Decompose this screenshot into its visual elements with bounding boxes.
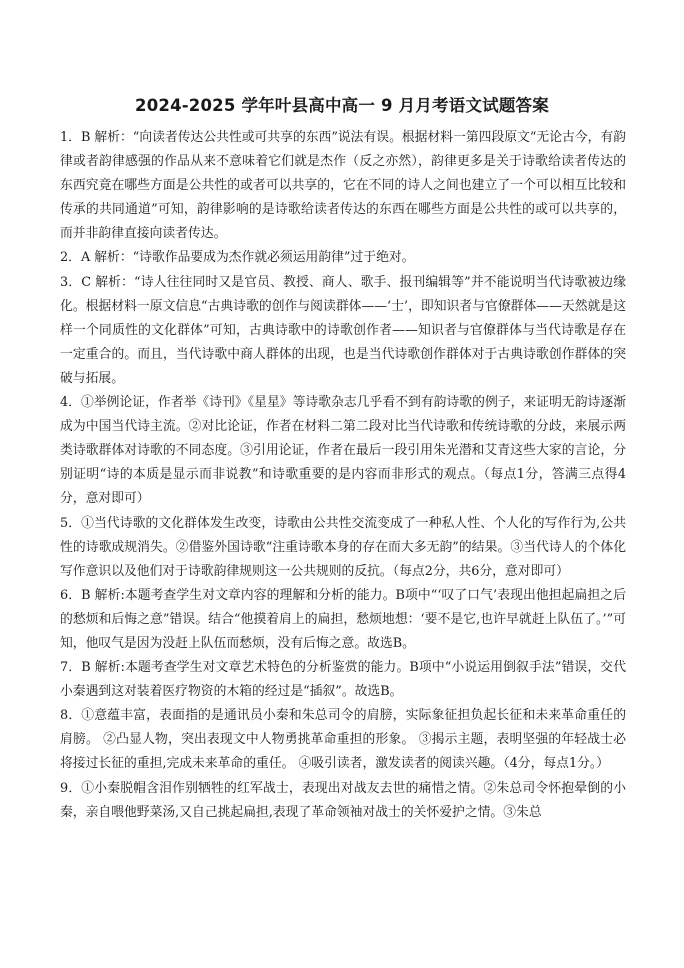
answer-6: 6．B 解析:本题考查学生对文章内容的理解和分析的能力。B项中“‘叹了口气’表现出他担起扁担之后的愁烦和后悔之意”错误。结合“他摸着肩上的扁担，愁烦地想：‘要不是它,也许早就赶上队伍了。’”可知，他叹气是因为没赶上队伍而愁烦，没有后悔之意。故选B。 [60, 587, 626, 651]
answer-5: 5．①当代诗歌的文化群体发生改变，诗歌由公共性交流变成了一种私人性、个人化的写作行为,公共性的诗歌成规消失。②借鉴外国诗歌“注重诗歌本身的存在而大多无韵”的结果。③当代诗人的个体化写作意识以及他们对于诗歌韵律规则这一公共规则的反抗。（每点2分，共6分，意对即可） [60, 515, 626, 579]
answer-1: 1．B 解析：“向读者传达公共性或可共享的东西”说法有误。根据材料一第四段原文“无论古今，有韵律或者韵律感强的作品从来不意味着它们就是杰作（反之亦然），韵律更多是关于诗歌给读者传达的东西究竟在哪些方面是公共性的或者可以共享的，它在不同的诗人之间也建立了一个可以相互比较和传承的共同通道”可知，韵律影响的是诗歌给读者传达的东西在哪些方面是公共性的或可以共享的，而并非韵律直接向读者传达。 [60, 130, 626, 242]
answer-4: 4．①举例论证，作者举《诗刊》《星星》等诗歌杂志几乎看不到有韵诗歌的例子，来证明无韵诗逐渐成为中国当代诗主流。②对比论证，作者在材料二第二段对比当代诗歌和传统诗歌的分歧，来展示两类诗歌群体对诗歌的不同态度。③引用论证，作者在最后一段引用朱光潜和艾青这些大家的言论，分别证明“诗的本质是显示而非说教”和诗歌重要的是内容而非形式的观点。（每点1分，答满三点得4分，意对即可） [60, 395, 626, 507]
answer-8: 8．①意蕴丰富，表面指的是通讯员小秦和朱总司令的肩膀，实际象征担负起长征和未来革命重任的肩膀。 ②凸显人物，突出表现文中人物勇挑革命重担的形象。 ③揭示主题，表明坚强的年轻战士必将接过长征的重担,完成未来革命的重任。 ④吸引读者，激发读者的阅读兴趣。（4分，每点1分。） [60, 708, 626, 772]
answer-list [60, 126, 626, 825]
answer-7: 7．B 解析:本题考查学生对文章艺术特色的分析鉴赏的能力。B项中“小说运用倒叙手法”错误，交代小秦遇到这对装着医疗物资的木箱的经过是“插叙”。故选B。 [60, 660, 626, 700]
page-title: 2024-2025 学年叶县高中高一 9 月月考语文试题答案 [135, 96, 549, 115]
answer-9: 9．①小秦脱帽含泪作别牺牲的红军战士，表现出对战友去世的痛惜之情。②朱总司令怀抱晕倒的小秦，亲自喂他野菜汤,又自己挑起扁担,表现了革命领袖对战士的关怀爱护之情。③朱总 [60, 780, 626, 820]
answer-2: 2．A 解析：“诗歌作品要成为杰作就必须运用韵律”过于绝对。 [60, 250, 415, 266]
answer-3: 3．C 解析：“诗人往往同时又是官员、教授、商人、歌手、报刊编辑等”并不能说明当代诗歌被边缘化。根据材料一原文信息“古典诗歌的创作与阅读群体——‘士’，即知识者与官僚群体——天然就是这样一个同质性的文化群体”可知，古典诗歌中的诗歌创作者——知识者与官僚群体与当代诗歌是存在一定重合的。而且，当代诗歌中商人群体的出现，也是当代诗歌创作群体对于古典诗歌创作群体的突破与拓展。 [60, 274, 626, 386]
